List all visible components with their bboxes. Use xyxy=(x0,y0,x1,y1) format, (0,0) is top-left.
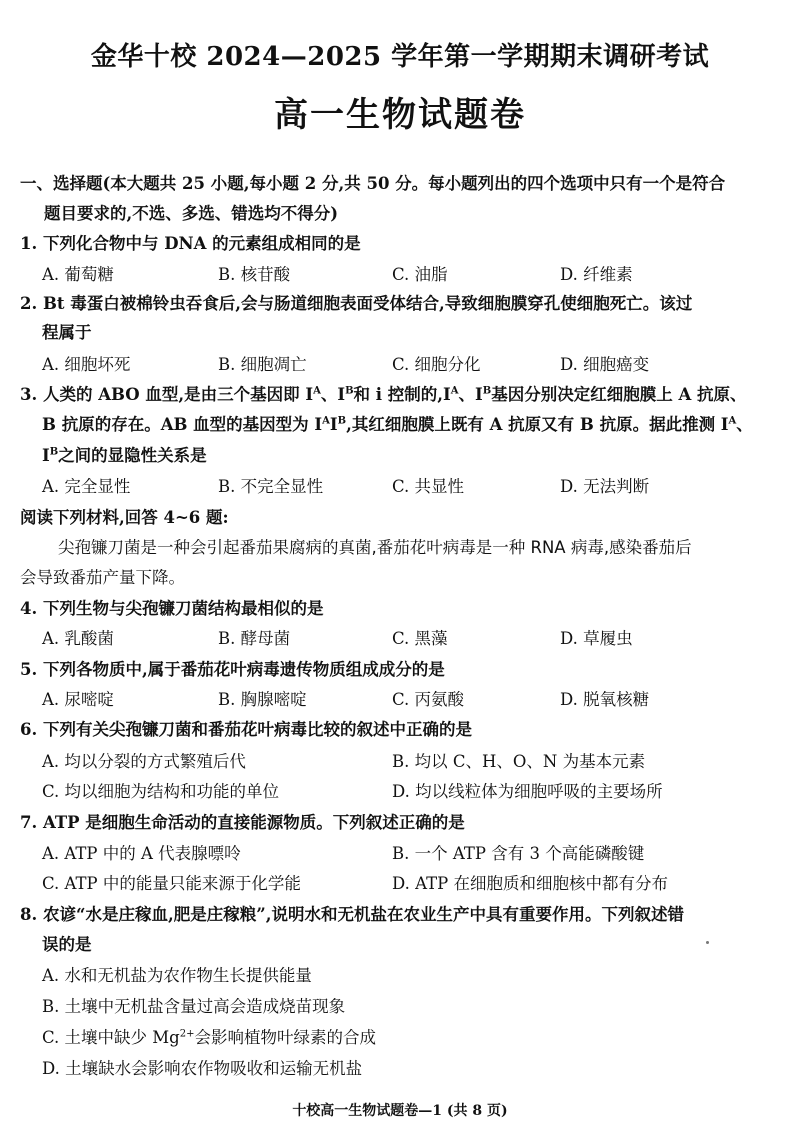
question-5-option-a: A. 尿嘧啶 xyxy=(42,690,114,709)
question-4-option-d: D. 草履虫 xyxy=(560,629,633,648)
question-7-option-b: B. 一个 ATP 含有 3 个高能磷酸键 xyxy=(392,844,645,863)
question-2-option-d: D. 细胞癌变 xyxy=(560,355,650,374)
question-1-option-d: D. 纤维素 xyxy=(560,265,633,284)
question-3-option-c: C. 共显性 xyxy=(392,477,465,496)
question-2-stem-line1: 2. Bt 毒蛋白被棉铃虫吞食后,会与肠道细胞表面受体结合,导致细胞膜穿孔使细胞死亡。该过 xyxy=(20,294,693,313)
scan-speck xyxy=(706,941,709,944)
question-1-option-c: C. 油脂 xyxy=(392,265,448,284)
question-5-option-c: C. 丙氨酸 xyxy=(392,690,465,709)
question-8-option-b: B. 土壤中无机盐含量过高会造成烧苗现象 xyxy=(42,997,346,1016)
question-6-option-d: D. 均以线粒体为细胞呼吸的主要场所 xyxy=(392,782,663,801)
exam-subtitle: 高一生物试题卷 xyxy=(274,95,526,135)
exam-title: 金华十校 2024—2025 学年第一学期期末调研考试 xyxy=(90,42,710,72)
page-footer: 十校高一生物试题卷—1 (共 8 页) xyxy=(292,1103,508,1119)
question-3-stem-line1: 3. 人类的 ABO 血型,是由三个基因即 $I^A$、$I^B$和 i 控制的$,I^A$、$I^B$基因分别决定红细胞膜上 A 抗原、 xyxy=(20,385,747,404)
question-1-stem: 1. 下列化合物中与 DNA 的元素组成相同的是 xyxy=(20,234,361,253)
question-2-option-b: B. 细胞凋亡 xyxy=(218,355,307,374)
question-1-option-b: B. 核苷酸 xyxy=(218,265,291,284)
question-2-option-a: A. 细胞坏死 xyxy=(42,355,131,374)
reading-material-line2: 会导致番茄产量下降。 xyxy=(20,568,185,587)
question-4-option-a: A. 乳酸菌 xyxy=(42,629,114,648)
question-7-option-d: D. ATP 在细胞质和细胞核中都有分布 xyxy=(392,874,668,893)
question-6-stem: 6. 下列有关尖孢镰刀菌和番茄花叶病毒比较的叙述中正确的是 xyxy=(20,720,472,739)
question-8-stem-line2: 误的是 xyxy=(42,935,92,954)
question-8-option-d: D. 土壤缺水会影响农作物吸收和运输无机盐 xyxy=(42,1059,363,1078)
reading-intro: 阅读下列材料,回答 4~6 题: xyxy=(20,508,229,527)
question-6-option-c: C. 均以细胞为结构和功能的单位 xyxy=(42,782,280,801)
question-8-option-c: C. 土壤中缺少 $Mg^{2+}$会影响植物叶绿素的合成 xyxy=(42,1028,376,1047)
question-5-option-d: D. 脱氧核糖 xyxy=(560,690,650,709)
question-3-option-b: B. 不完全显性 xyxy=(218,477,324,496)
question-8-option-a: A. 水和无机盐为农作物生长提供能量 xyxy=(42,966,312,985)
question-4-stem: 4. 下列生物与尖孢镰刀菌结构最相似的是 xyxy=(20,599,324,618)
question-5-option-b: B. 胸腺嘧啶 xyxy=(218,690,307,709)
question-4-option-c: C. 黑藻 xyxy=(392,629,448,648)
question-5-stem: 5. 下列各物质中,属于番茄花叶病毒遗传物质组成成分的是 xyxy=(20,660,445,679)
question-3-stem-line3: $I^B$之间的显隐性关系是 xyxy=(42,446,207,465)
question-2-stem-line2: 程属于 xyxy=(42,323,92,342)
question-3-option-a: A. 完全显性 xyxy=(42,477,131,496)
reading-material-line1: 尖孢镰刀菌是一种会引起番茄果腐病的真菌,番茄花叶病毒是一种 RNA 病毒,感染番茄后 xyxy=(58,538,692,557)
question-7-option-c: C. ATP 中的能量只能来源于化学能 xyxy=(42,874,301,893)
question-7-stem: 7. ATP 是细胞生命活动的直接能源物质。下列叙述正确的是 xyxy=(20,813,465,832)
question-7-option-a: A. ATP 中的 A 代表腺嘌呤 xyxy=(42,844,241,863)
section-heading-line2: 题目要求的,不选、多选、错选均不得分) xyxy=(44,204,339,223)
question-2-option-c: C. 细胞分化 xyxy=(392,355,481,374)
question-3-stem-line2: B 抗原的存在。AB 血型的基因型为 $I^AI^B$,其红细胞膜上既有 A 抗原又有 B 抗原。据此推测 $I^A$、 xyxy=(42,415,753,434)
question-1-option-a: A. 葡萄糖 xyxy=(42,265,114,284)
question-8-stem-line1: 8. 农谚“水是庄稼血,肥是庄稼粮”,说明水和无机盐在农业生产中具有重要作用。下列叙述错 xyxy=(20,905,684,924)
section-heading-line1: 一、选择题(本大题共 25 小题,每小题 2 分,共 50 分。每小题列出的四个选项中只有一个是符合 xyxy=(20,174,726,193)
question-4-option-b: B. 酵母菌 xyxy=(218,629,291,648)
question-3-option-d: D. 无法判断 xyxy=(560,477,650,496)
question-6-option-b: B. 均以 C、H、O、N 为基本元素 xyxy=(392,752,646,771)
question-6-option-a: A. 均以分裂的方式繁殖后代 xyxy=(42,752,246,771)
